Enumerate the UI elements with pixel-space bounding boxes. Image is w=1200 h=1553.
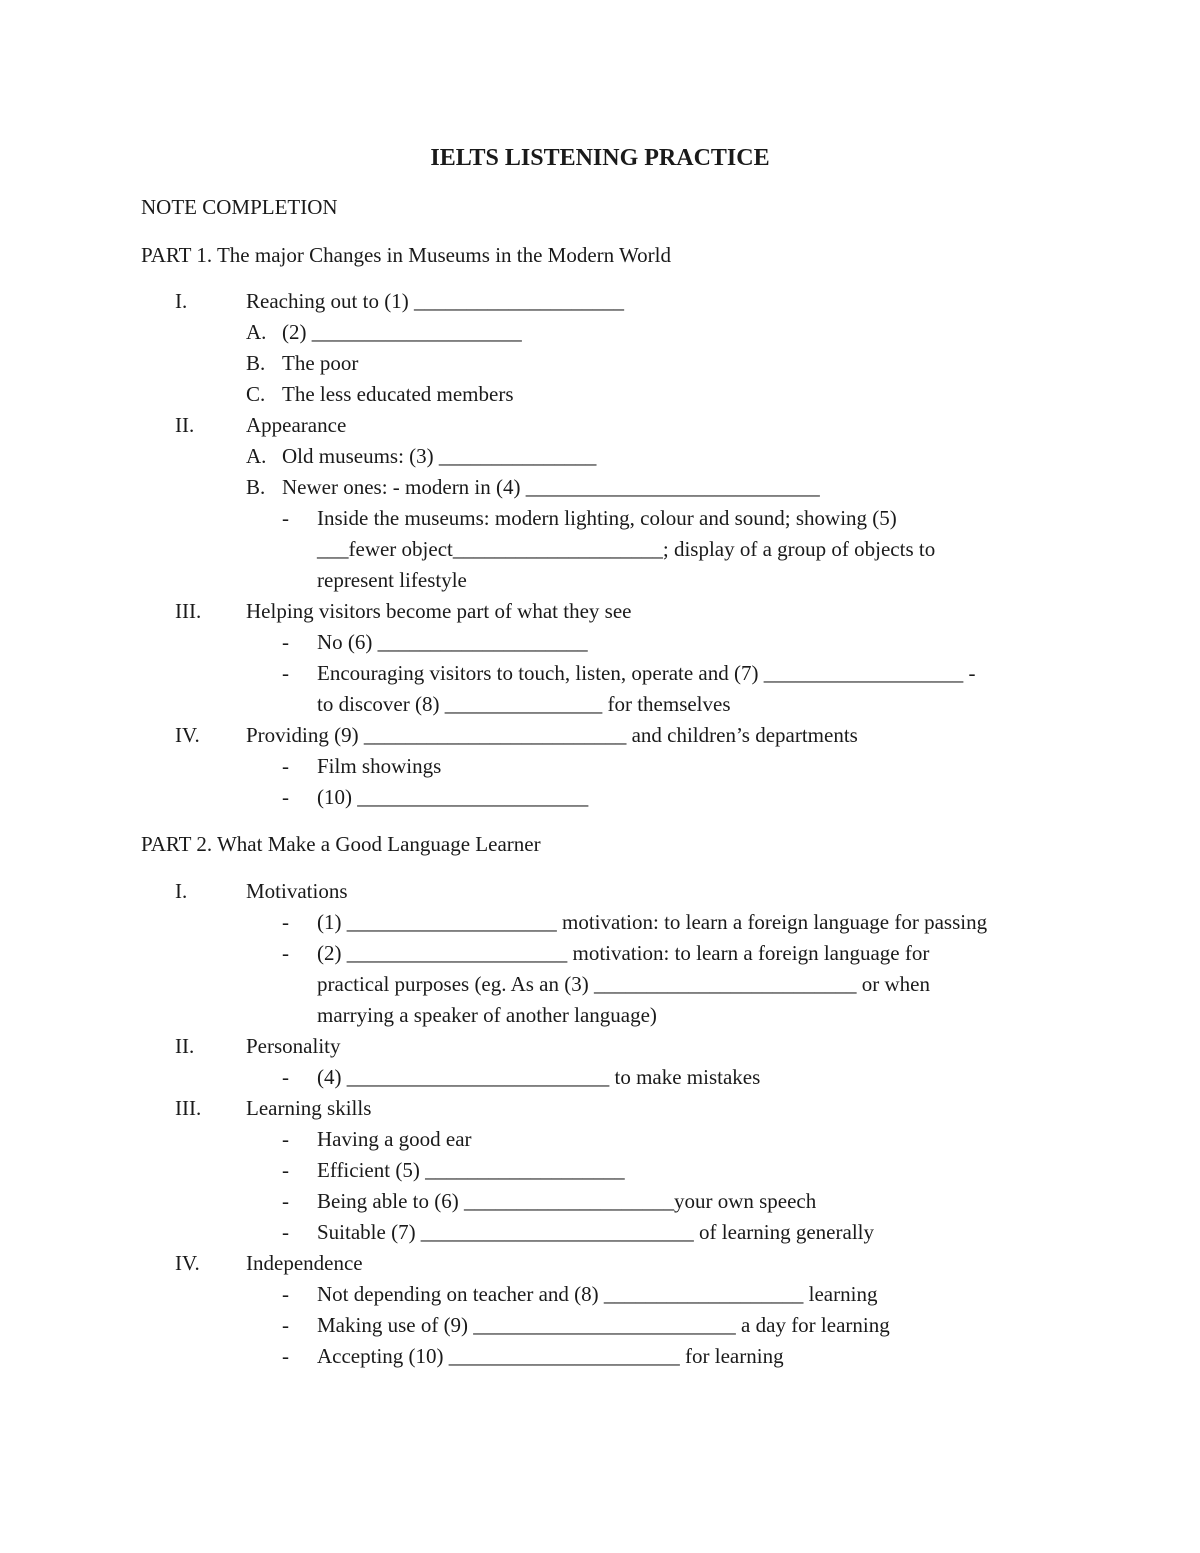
part2-s1-dash-2: - [282,941,289,965]
part1-s4-number: IV. [175,723,200,747]
part2-s2-item-1: (4) _________________________ to make mistakes [317,1065,761,1089]
part1-s2-text: Appearance [246,413,347,437]
part2-s4-item-2: Making use of (9) _________________________ a day for learning [317,1313,890,1337]
part2-s2-dash-1: - [282,1065,289,1089]
part2-s3-item-2: Efficient (5) ___________________ [317,1158,625,1182]
part1-s2-b-letter: B. [246,475,266,499]
part2-s4-number: IV. [175,1251,200,1275]
part2-s3-dash-4: - [282,1220,289,1244]
part1-s1-number: I. [175,289,188,313]
part1-s3-text: Helping visitors become part of what they see [246,599,632,623]
part2-s3-dash-3: - [282,1189,289,1213]
part1-s3-item-2-line-1: Encouraging visitors to touch, listen, operate and (7) ___________________ - [317,661,976,685]
part1-s2-item-1-line-3: represent lifestyle [317,568,467,592]
part1-s3-number: III. [175,599,202,623]
part2-s1-text: Motivations [246,879,348,903]
part1-s1-a-letter: A. [246,320,267,344]
part2-s4-dash-3: - [282,1344,289,1368]
part1-heading: PART 1. The major Changes in Museums in the Modern World [141,243,672,267]
part2-s2-text: Personality [246,1034,341,1058]
part1-s1-b-letter: B. [246,351,266,375]
part2-s3-text: Learning skills [246,1096,372,1120]
part1-s3-item-2-line-2: to discover (8) _______________ for themselves [317,692,731,716]
part1-s2-a-text: Old museums: (3) _______________ [282,444,597,468]
part1-s3-dash-1: - [282,630,289,654]
part1-s1-c-text: The less educated members [282,382,514,406]
part2-s3-item-4: Suitable (7) __________________________ of learning generally [317,1220,874,1244]
part2-s1-number: I. [175,879,188,903]
part2-s1-dash-1: - [282,910,289,934]
part2-s1-item-2-line-2: practical purposes (eg. As an (3) _________________________ or when [317,972,930,996]
part1-s1-b-text: The poor [282,351,359,375]
part2-s1-item-2-line-1: (2) _____________________ motivation: to learn a foreign language for [317,941,930,965]
part1-s4-item-2: (10) ______________________ [317,785,589,809]
part2-s3-item-1: Having a good ear [317,1127,472,1151]
part1-s2-a-letter: A. [246,444,267,468]
part2-s1-item-2-line-3: marrying a speaker of another language) [317,1003,657,1027]
part2-s3-item-3: Being able to (6) ____________________your own speech [317,1189,817,1213]
part2-s4-dash-2: - [282,1313,289,1337]
part1-s2-number: II. [175,413,195,437]
part1-s3-dash-2: - [282,661,289,685]
part2-s4-item-1: Not depending on teacher and (8) ___________________ learning [317,1282,878,1306]
part1-s4-text: Providing (9) _________________________ and children’s departments [246,723,858,747]
part2-s3-dash-2: - [282,1158,289,1182]
part1-s2-item-1-line-2: ___fewer object____________________; display of a group of objects to [317,537,936,561]
part1-s2-b-text: Newer ones: - modern in (4) ____________________________ [282,475,820,499]
part1-s4-dash-1: - [282,754,289,778]
part1-s4-item-1: Film showings [317,754,442,778]
section-heading: NOTE COMPLETION [141,195,338,219]
part2-s4-item-3: Accepting (10) ______________________ for learning [317,1344,784,1368]
part1-s4-dash-2: - [282,785,289,809]
part2-s2-number: II. [175,1034,195,1058]
part1-s1-c-letter: C. [246,382,266,406]
part2-s3-number: III. [175,1096,202,1120]
part1-s2-dash-1: - [282,506,289,530]
part2-s4-dash-1: - [282,1282,289,1306]
part2-heading: PART 2. What Make a Good Language Learner [141,832,541,856]
part1-s1-a-text: (2) ____________________ [282,320,522,344]
part2-s1-item-1: (1) ____________________ motivation: to learn a foreign language for passing [317,910,988,934]
page-title: IELTS LISTENING PRACTICE [430,145,770,171]
part1-s1-text: Reaching out to (1) ____________________ [246,289,624,313]
part1-s2-item-1-line-1: Inside the museums: modern lighting, colour and sound; showing (5) [317,506,897,530]
part1-s3-item-1: No (6) ____________________ [317,630,588,654]
part2-s4-text: Independence [246,1251,363,1275]
part2-s3-dash-1: - [282,1127,289,1151]
